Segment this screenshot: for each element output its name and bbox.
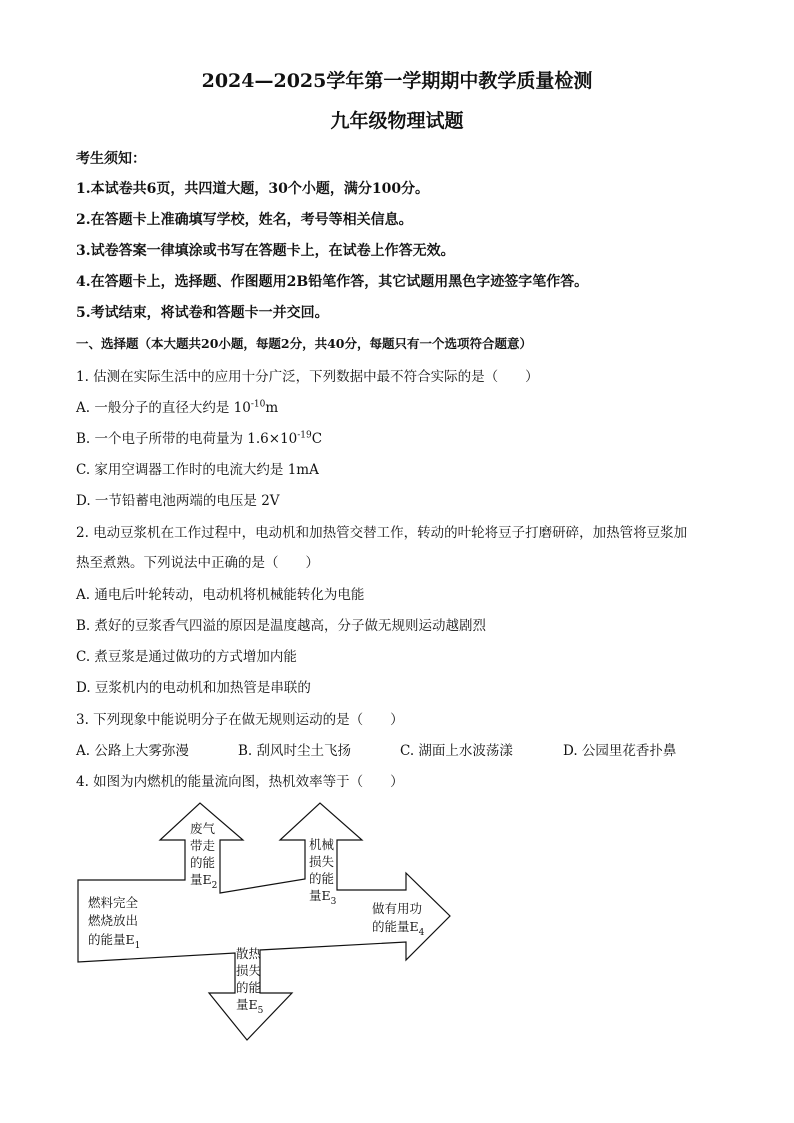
q1-option-d: D. 一节铅蓄电池两端的电压是 2V [76, 493, 280, 509]
q4-stem: 4. 如图为内燃机的能量流向图，热机效率等于（ ） [76, 774, 404, 790]
q1-option-b: B. 一个电子所带的电荷量为 $1.6\times 10^{-19}C$ [76, 430, 323, 447]
q2-option-b: B. 煮好的豆浆香气四溢的原因是温度越高，分子做无规则运动越剧烈 [76, 618, 487, 634]
notice-item-3: 3.试卷答案一律填涂或书写在答题卡上，在试卷上作答无效。 [76, 243, 455, 259]
label-input-line1: 燃料完全 [88, 895, 139, 910]
label-mechanical-line4: 量$E_3$ [309, 888, 337, 907]
label-exhaust-line2: 带走 [190, 838, 216, 853]
q2-option-a: A. 通电后叶轮转动，电动机将机械能转化为电能 [76, 587, 365, 603]
label-input-line2: 燃烧放出 [88, 913, 139, 928]
q2-stem-line1: 2. 电动豆浆机在工作过程中，电动机和加热管交替工作，转动的叶轮将豆子打磨研碎，加热管将豆浆加 [76, 525, 688, 541]
q1-option-a: A. 一般分子的直径大约是 $10^{-10}m$ [76, 399, 279, 416]
q2-stem-line2: 热至煮熟。下列说法中正确的是（ ） [76, 555, 319, 571]
notice-heading: 考生须知： [76, 151, 146, 167]
q1-option-c: C. 家用空调器工作时的电流大约是 1mA [76, 462, 319, 478]
label-heat-line1: 散热 [236, 946, 262, 961]
notice-item-1: 1.本试卷共6页，共四道大题，30个小题，满分100分。 [76, 181, 430, 197]
label-useful-line1: 做有用功 [372, 901, 423, 916]
notice-item-2: 2.在答题卡上准确填写学校，姓名，考号等相关信息。 [76, 212, 413, 228]
label-exhaust-line4: 量$E_2$ [190, 872, 218, 891]
exam-subtitle: 九年级物理试题 [330, 110, 464, 132]
notice-item-4: 4.在答题卡上，选择题、作图题用2B铅笔作答，其它试题用黑色字迹签字笔作答。 [76, 274, 589, 290]
q3-option-b: B. 刮风时尘土飞扬 [238, 743, 352, 759]
q2-option-d: D. 豆浆机内的电动机和加热管是串联的 [76, 680, 311, 696]
label-useful-line2: 的能量$E_4$ [372, 919, 425, 938]
q3-option-c: C. 湖面上水波荡漾 [400, 743, 513, 759]
section-heading: 一、选择题（本大题共20小题，每题2分，共40分，每题只有一个选项符合题意） [76, 336, 532, 351]
label-mechanical-line3: 的能 [309, 871, 335, 886]
label-heat-line3: 的能 [236, 980, 262, 995]
q3-option-a: A. 公路上大雾弥漫 [76, 743, 189, 759]
label-exhaust-line3: 的能 [190, 855, 216, 870]
label-heat-line4: 量$E_5$ [236, 997, 264, 1016]
q1-stem: 1. 估测在实际生活中的应用十分广泛，下列数据中最不符合实际的是（ ） [76, 369, 539, 385]
label-mechanical-line1: 机械 [309, 837, 335, 852]
exam-title: 2024—2025学年第一学期期中教学质量检测 [201, 70, 593, 92]
q3-stem: 3. 下列现象中能说明分子在做无规则运动的是（ ） [76, 712, 404, 728]
label-exhaust-line1: 废气 [190, 821, 216, 836]
label-input-line3: 的能量$E_1$ [88, 932, 141, 951]
label-heat-line2: 损失 [236, 963, 262, 978]
q2-option-c: C. 煮豆浆是通过做功的方式增加内能 [76, 649, 297, 665]
notice-item-5: 5.考试结束，将试卷和答题卡一并交回。 [76, 305, 329, 321]
q3-option-d: D. 公园里花香扑鼻 [563, 743, 677, 759]
label-mechanical-line2: 损失 [309, 854, 335, 869]
